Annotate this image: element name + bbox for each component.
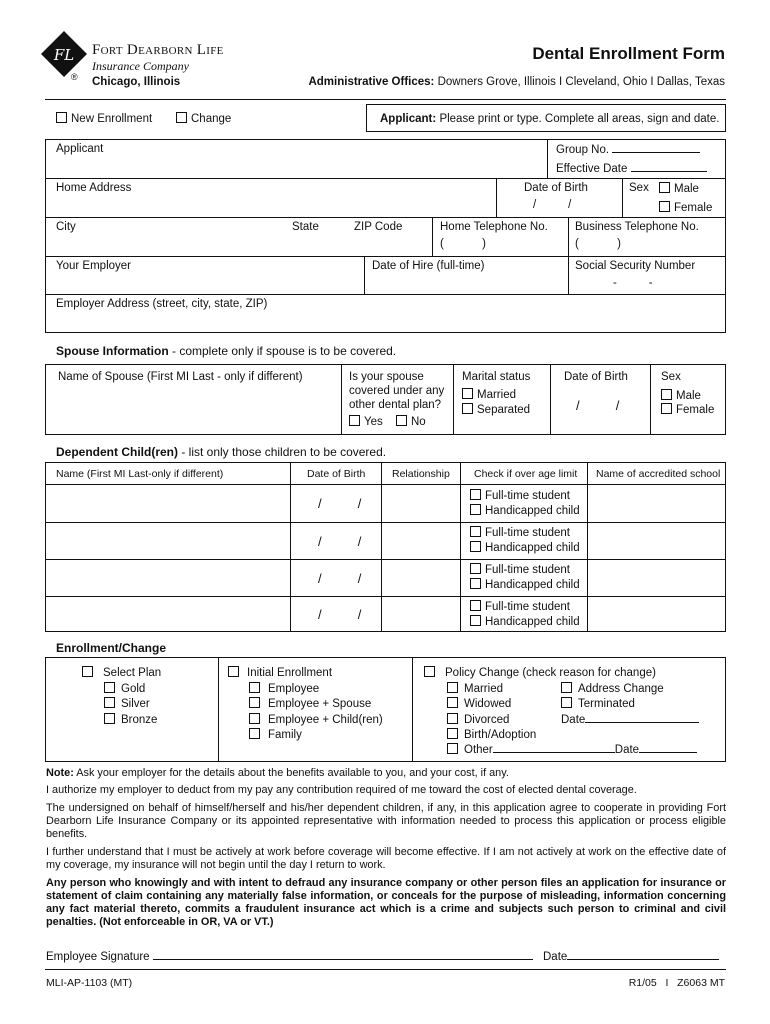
col-line: [550, 364, 551, 435]
spouse-covered-q2: covered under any: [349, 385, 445, 397]
separated-checkbox[interactable]: [462, 403, 473, 414]
authorize-paragraph: I authorize my employer to deduct from my pay any contribution required of me toward the cost of elected dental coverage.: [46, 784, 637, 796]
note-line: [46, 767, 509, 779]
employer-address-field[interactable]: Employer Address (street, city, state, ZIP): [56, 298, 268, 310]
note-label: Note:: [46, 767, 74, 779]
initial-employee-option[interactable]: [249, 682, 319, 695]
dep-row-2-dob[interactable]: / /: [318, 534, 362, 549]
col-line: [218, 657, 219, 762]
col-line: [290, 462, 291, 632]
sex-label: Sex: [629, 182, 649, 194]
signature-date-field[interactable]: [543, 950, 719, 963]
other-label: Other: [464, 744, 493, 756]
row-line: [45, 559, 726, 560]
birth-adoption-checkbox[interactable]: [447, 728, 458, 739]
dep-row-1-dob[interactable]: / /: [318, 496, 362, 511]
applicant-field[interactable]: Applicant: [56, 143, 104, 155]
handicapped-checkbox[interactable]: [470, 541, 481, 552]
dob-field[interactable]: / /: [533, 199, 572, 211]
handicapped-label: Handicapped child: [485, 579, 580, 591]
change-label: Change: [191, 113, 232, 125]
employer-field[interactable]: Your Employer: [56, 260, 132, 272]
handicapped-checkbox[interactable]: [470, 578, 481, 589]
silver-label: Silver: [121, 698, 150, 710]
state-field[interactable]: State: [292, 221, 319, 233]
row-line: [45, 484, 726, 485]
col-line: [381, 462, 382, 632]
address-change-label: Address Change: [578, 683, 664, 695]
married-option[interactable]: [462, 388, 516, 401]
row-line: [45, 256, 726, 257]
col-line: [460, 462, 461, 632]
note-text: Ask your employer for the details about the benefits available to you, and your cost, if any.: [73, 767, 509, 779]
home-phone-label: Home Telephone No.: [440, 221, 548, 233]
initial-enrollment-checkbox[interactable]: [228, 666, 239, 677]
handicapped-label: Handicapped child: [485, 542, 580, 554]
signature-date-label: Date: [543, 951, 568, 963]
terminated-label: Terminated: [578, 698, 635, 710]
row-line: [45, 178, 726, 179]
spouse-dob-label: Date of Birth: [564, 371, 628, 383]
male-label: Male: [676, 390, 701, 402]
fulltime-checkbox[interactable]: [470, 489, 481, 500]
handicapped-checkbox[interactable]: [470, 504, 481, 515]
yes-checkbox[interactable]: [349, 415, 360, 426]
policy-change-label: Policy Change (check reason for change): [445, 667, 656, 679]
employee-spouse-label: Employee + Spouse: [268, 698, 372, 710]
separated-option[interactable]: [462, 403, 530, 416]
fulltime-label: Full-time student: [485, 527, 571, 539]
effective-date-label: Effective Date: [556, 163, 628, 175]
dep-row-3-dob[interactable]: / /: [318, 571, 362, 586]
new-enrollment-checkbox[interactable]: [56, 112, 67, 123]
row-line: [45, 596, 726, 597]
employee-children-label: Employee + Child(ren): [268, 714, 383, 726]
fulltime-checkbox[interactable]: [470, 563, 481, 574]
dob-label: Date of Birth: [524, 182, 588, 194]
dep-row-4-dob[interactable]: / /: [318, 607, 362, 622]
initial-employee-spouse-option[interactable]: [249, 697, 371, 710]
col-line: [341, 364, 342, 435]
married-label: Married: [464, 683, 503, 695]
date-of-hire-field[interactable]: Date of Hire (full-time): [372, 260, 485, 272]
dep-header-name: Name (First MI Last-only if different): [56, 468, 224, 480]
registered-mark: ®: [71, 72, 78, 82]
bronze-label: Bronze: [121, 714, 158, 726]
form-title: Dental Enrollment Form: [532, 44, 725, 63]
reason-divorced-option[interactable]: [447, 713, 509, 726]
employee-spouse-checkbox[interactable]: [249, 697, 260, 708]
spouse-sex-label: Sex: [661, 371, 681, 383]
fulltime-label: Full-time student: [485, 601, 571, 613]
dep-row-3-handicapped[interactable]: [470, 578, 580, 591]
initial-enrollment-label: Initial Enrollment: [247, 667, 333, 679]
dep-row-1-handicapped[interactable]: [470, 504, 580, 517]
reason-widowed-option[interactable]: [447, 697, 511, 710]
female-label: Female: [676, 404, 715, 416]
zip-field[interactable]: ZIP Code: [354, 221, 403, 233]
select-plan-checkbox[interactable]: [82, 666, 93, 677]
reason-married-option[interactable]: [447, 682, 503, 695]
policy-change-checkbox[interactable]: [424, 666, 435, 677]
fraud-paragraph: Any person who knowingly and with intent to defraud any insurance company or other person files an application for insurance or statement of claim containing any materially false information, or conceals for the purpose of misleading, information concerning any fact material thereto, commits a fraudulent insurance act which is a crime and subjects such person to criminal and civil penalties. (Not enforceable in OR, VA or VT.): [46, 877, 726, 928]
initial-family-option[interactable]: [249, 728, 302, 741]
spouse-dob-field[interactable]: / /: [576, 398, 620, 413]
dependents-subtitle: - list only those children to be covered.: [178, 445, 387, 459]
handicapped-label: Handicapped child: [485, 616, 580, 628]
bronze-checkbox[interactable]: [104, 713, 115, 724]
spouse-title: Spouse Information: [56, 344, 169, 358]
other-checkbox[interactable]: [447, 743, 458, 754]
male-checkbox[interactable]: [661, 389, 672, 400]
female-checkbox[interactable]: [661, 403, 672, 414]
reason-address-change-option[interactable]: [561, 682, 664, 695]
applicant-note-label: Applicant:: [380, 113, 437, 125]
married-checkbox[interactable]: [462, 388, 473, 399]
male-label: Male: [674, 183, 699, 195]
group-no-field[interactable]: [556, 143, 700, 156]
row-line: [45, 522, 726, 523]
marital-status-label: Marital status: [462, 371, 531, 383]
reason-birth-option[interactable]: [447, 728, 536, 741]
ssn-label: Social Security Number: [575, 260, 696, 272]
employee-signature-label: Employee Signature: [46, 951, 150, 963]
dep-header-dob: Date of Birth: [307, 468, 366, 480]
col-line: [432, 217, 433, 256]
actively-at-work-paragraph: I further understand that I must be actively at work before coverage will become effective. If I am not actively at work on the effective date of my coverage, my insurance will not begin until the day I return to work.: [46, 846, 726, 871]
dep-row-4-fulltime[interactable]: [470, 600, 570, 613]
family-checkbox[interactable]: [249, 728, 260, 739]
female-label: Female: [674, 202, 713, 214]
dependents-table: [45, 462, 726, 632]
sex-female-option[interactable]: [659, 201, 712, 214]
select-plan-option[interactable]: [82, 666, 161, 679]
spouse-male-option[interactable]: [661, 389, 701, 402]
handicapped-label: Handicapped child: [485, 505, 580, 517]
handicapped-checkbox[interactable]: [470, 615, 481, 626]
initial-enrollment-option[interactable]: [228, 666, 332, 679]
spouse-yes-option[interactable]: [349, 415, 383, 428]
sex-male-option[interactable]: [659, 182, 699, 195]
yes-label: Yes: [364, 416, 383, 428]
col-line: [650, 364, 651, 435]
widowed-checkbox[interactable]: [447, 697, 458, 708]
no-checkbox[interactable]: [396, 415, 407, 426]
terminated-date-label: Date: [561, 714, 586, 726]
spouse-covered-q1: Is your spouse: [349, 371, 424, 383]
new-enrollment-label: New Enrollment: [71, 113, 153, 125]
col-line: [587, 462, 588, 632]
gold-checkbox[interactable]: [104, 682, 115, 693]
change-checkbox[interactable]: [176, 112, 187, 123]
plan-silver-option[interactable]: [104, 697, 150, 710]
enrollment-section-title: Enrollment/Change: [56, 641, 167, 655]
spouse-subtitle: - complete only if spouse is to be covered.: [168, 344, 397, 358]
reason-terminated-option[interactable]: [561, 697, 635, 710]
divorced-checkbox[interactable]: [447, 713, 458, 724]
col-line: [453, 364, 454, 435]
row-line: [45, 294, 726, 295]
dep-row-4-handicapped[interactable]: [470, 615, 580, 628]
fulltime-checkbox[interactable]: [470, 600, 481, 611]
dep-row-1-fulltime[interactable]: [470, 489, 570, 502]
company-city: Chicago, Illinois: [92, 76, 181, 88]
col-line: [496, 178, 497, 217]
plan-gold-option[interactable]: [104, 682, 145, 695]
company-sub: Insurance Company: [92, 59, 189, 73]
spouse-covered-q3: other dental plan?: [349, 399, 442, 411]
plan-bronze-option[interactable]: [104, 713, 157, 726]
new-enrollment-option[interactable]: [56, 112, 152, 125]
admin-label: Administrative Offices:: [308, 76, 435, 88]
col-line: [547, 139, 548, 178]
applicant-note: [380, 113, 719, 125]
no-label: No: [411, 416, 426, 428]
employee-checkbox[interactable]: [249, 682, 260, 693]
applicant-note-text: Please print or type. Complete all areas, sign and date.: [439, 113, 720, 125]
gold-label: Gold: [121, 683, 146, 695]
employee-children-checkbox[interactable]: [249, 713, 260, 724]
dep-row-2-handicapped[interactable]: [470, 541, 580, 554]
home-phone-field[interactable]: ( ): [440, 238, 486, 250]
widowed-label: Widowed: [464, 698, 512, 710]
divorced-label: Divorced: [464, 714, 510, 726]
fulltime-checkbox[interactable]: [470, 526, 481, 537]
female-checkbox[interactable]: [659, 201, 670, 212]
other-date-label: Date: [614, 744, 640, 756]
birth-adoption-label: Birth/Adoption: [464, 729, 537, 741]
group-no-label: Group No.: [556, 144, 610, 156]
admin-cities: Downers Grove, Illinois I Cleveland, Ohio I Dallas, Texas: [437, 76, 725, 88]
dep-row-2-fulltime[interactable]: [470, 526, 570, 539]
footer-rule: [45, 969, 726, 970]
change-option[interactable]: [176, 112, 231, 125]
form-code: MLI-AP-1103 (MT): [46, 977, 133, 989]
spouse-name-field[interactable]: Name of Spouse (First MI Last - only if different): [58, 371, 303, 383]
terminated-checkbox[interactable]: [561, 697, 572, 708]
row-line: [45, 217, 726, 218]
effective-date-field[interactable]: [556, 162, 707, 175]
cooperate-paragraph: The undersigned on behalf of himself/herself and his/her dependent children, if any, in this application agree to cooperate in providing Fort Dearborn Life Insurance Company or its appointed representative with information needed to process this application or process eligible benefits.: [46, 802, 726, 840]
policy-change-option[interactable]: [424, 666, 656, 679]
header-rule: [45, 99, 726, 100]
company-logo: [41, 31, 87, 77]
logo-letter: FL: [53, 46, 75, 64]
initial-employee-children-option[interactable]: [249, 713, 383, 726]
dep-header-age-limit: Check if over age limit: [474, 468, 578, 480]
business-phone-label: Business Telephone No.: [575, 221, 699, 233]
silver-checkbox[interactable]: [104, 697, 115, 708]
fulltime-label: Full-time student: [485, 564, 571, 576]
family-label: Family: [268, 729, 302, 741]
col-line: [568, 256, 569, 294]
spouse-section-title: [56, 344, 396, 358]
dependents-section-title: [56, 445, 386, 459]
fulltime-label: Full-time student: [485, 490, 571, 502]
dep-row-3-fulltime[interactable]: [470, 563, 570, 576]
form-revision: R1/05 I Z6063 MT: [628, 977, 725, 989]
employee-signature-field[interactable]: [46, 950, 533, 963]
separated-label: Separated: [477, 404, 531, 416]
col-line: [622, 178, 623, 217]
dep-header-school: Name of accredited school: [596, 468, 721, 480]
spouse-no-option[interactable]: [396, 415, 426, 428]
city-field[interactable]: City: [56, 221, 76, 233]
business-phone-field[interactable]: ( ): [575, 238, 621, 250]
male-checkbox[interactable]: [659, 182, 670, 193]
ssn-field[interactable]: - -: [613, 277, 653, 289]
dep-header-relationship: Relationship: [392, 468, 450, 480]
col-line: [412, 657, 413, 762]
admin-offices: [308, 76, 725, 88]
dependents-title: Dependent Child(ren): [56, 445, 178, 459]
terminated-date-field[interactable]: [561, 713, 699, 726]
address-change-checkbox[interactable]: [561, 682, 572, 693]
col-line: [364, 256, 365, 294]
home-address-field[interactable]: Home Address: [56, 182, 132, 194]
married-checkbox[interactable]: [447, 682, 458, 693]
select-plan-label: Select Plan: [103, 667, 162, 679]
employee-label: Employee: [268, 683, 320, 695]
reason-other-option[interactable]: [447, 743, 697, 756]
married-label: Married: [477, 389, 516, 401]
spouse-female-option[interactable]: [661, 403, 714, 416]
col-line: [568, 217, 569, 256]
company-name: Fort Dearborn Life: [92, 42, 224, 58]
